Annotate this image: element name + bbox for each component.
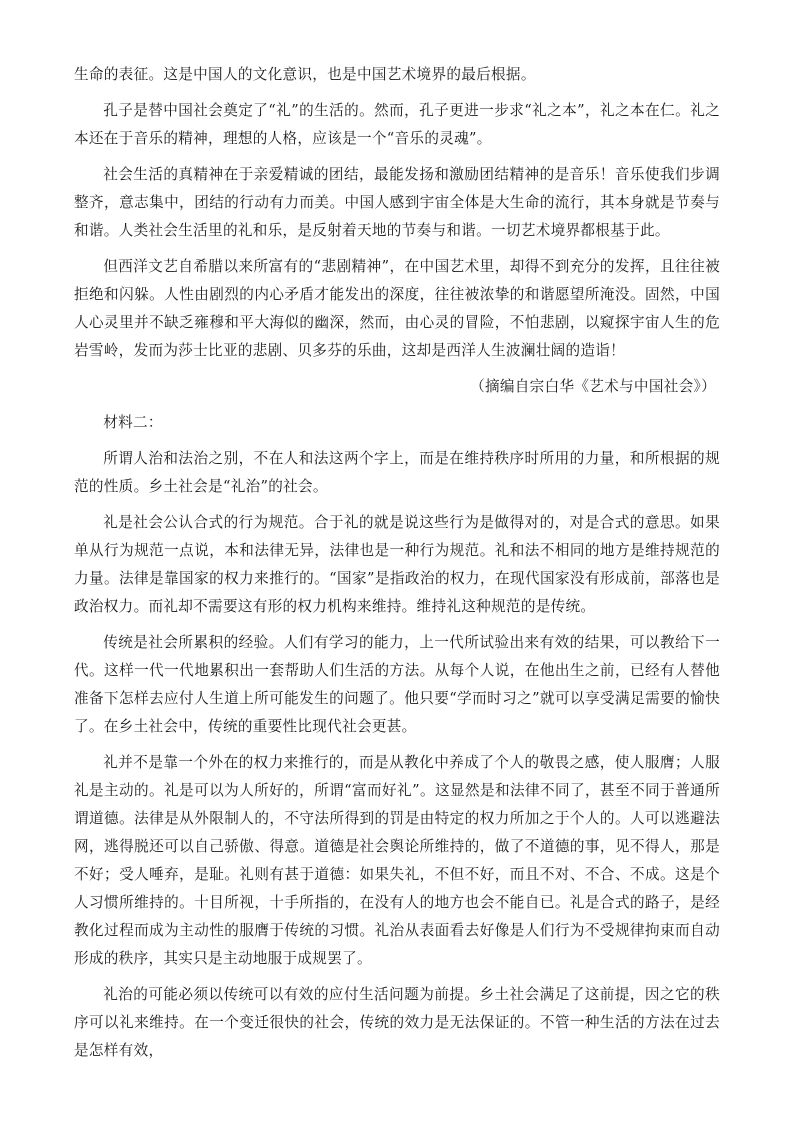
material-two-heading: 材料二： <box>103 414 163 431</box>
paragraph-continued: 生命的表征。这是中国人的文化意识，也是中国艺术境界的最后根据。 <box>74 66 536 83</box>
paragraph-music-unity: 社会生活的真精神在于亲爱精诚的团结，最能发扬和激励团结精神的是音乐！音乐使我们步调整齐，意志集中，团结的行动有力而美。中国人感到宇宙全体是大生命的流行，其本身就是节奏与和谐。人类社会生活里的礼和乐，是反射着天地的节奏与和谐。一切艺术境界都根基于此。 <box>74 166 720 239</box>
paragraph-tragic-spirit: 但西洋文艺自希腊以来所富有的“悲剧精神”，在中国艺术里，却得不到充分的发挥，且往往被拒绝和闪躲。人性由剧烈的内心矛盾才能发出的深度，往往被浓挚的和谐愿望所淹没。固然，中国人心灵里并不缺乏雍穆和平大海似的幽深，然而，由心灵的冒险，不怕悲剧，以窥探宇宙人生的危岩雪岭，发而为莎士比亚的悲剧、贝多芬的乐曲，这却是西洋人生波澜壮阔的造诣！ <box>74 258 720 359</box>
paragraph-rites-premise: 礼治的可能必须以传统可以有效的应付生活问题为前提。乡土社会满足了这前提，因之它的秩序可以礼来维持。在一个变迁很快的社会，传统的效力是无法保证的。不管一种生活的方法在过去是怎样有效， <box>74 986 720 1059</box>
paragraph-rites-norms: 礼是社会公认合式的行为规范。合于礼的就是说这些行为是做得对的，对是合式的意思。如果单从行为规范一点说，本和法律无异，法律也是一种行为规范。礼和法不相同的地方是维持规范的力量。法律是靠国家的权力来推行的。“国家”是指政治的权力，在现代国家没有形成前，部落也是政治权力。而礼却不需要这有形的权力机构来维持。维持礼这种规范的是传统。 <box>74 514 720 615</box>
source-citation: （摘编自宗白华《艺术与中国社会》） <box>470 378 716 395</box>
paragraph-rites-vs-law: 礼并不是靠一个外在的权力来推行的，而是从教化中养成了个人的敬畏之感，使人服膺；人服礼是主动的。礼是可以为人所好的，所谓“富而好礼”。这显然是和法律不同了，甚至不同于普通所谓道德。法律是从外限制人的，不守法所得到的罚是由特定的权力所加之于个人的。人可以逃避法网，逃得脱还可以自己骄傲、得意。道德是社会舆论所维持的，做了不道德的事，见不得人，那是不好；受人唾弃，是耻。礼则有甚于道德：如果失礼，不但不好，而且不对、不合、不成。这是个人习惯所维持的。十目所视，十手所指的，在没有人的地方也会不能自已。礼是合式的路子，是经教化过程而成为主动性的服膺于传统的习惯。礼治从表面看去好像是人们行为不受规律拘束而自动形成的秩序，其实只是主动地服于成规罢了。 <box>74 754 720 967</box>
paragraph-tradition: 传统是社会所累积的经验。人们有学习的能力，上一代所试验出来有效的结果，可以教给下一代。这样一代一代地累积出一套帮助人们生活的方法。从每个人说，在他出生之前，已经有人替他准备下怎样去应付人生道上所可能发生的问题了。他只要“学而时习之”就可以享受满足需要的愉快了。在乡土社会中，传统的重要性比现代社会更甚。 <box>74 634 720 735</box>
document-page <box>74 61 720 1073</box>
paragraph-confucius-li: 孔子是替中国社会奠定了“礼”的生活的。然而，孔子更进一步求“礼之本”，礼之本在仁。礼之本还在于音乐的精神，理想的人格，应该是一个“音乐的灵魂”。 <box>74 102 720 147</box>
paragraph-rule-of-rites: 所谓人治和法治之别，不在人和法这两个字上，而是在维持秩序时所用的力量，和所根据的规范的性质。乡土社会是“礼治”的社会。 <box>74 450 720 495</box>
